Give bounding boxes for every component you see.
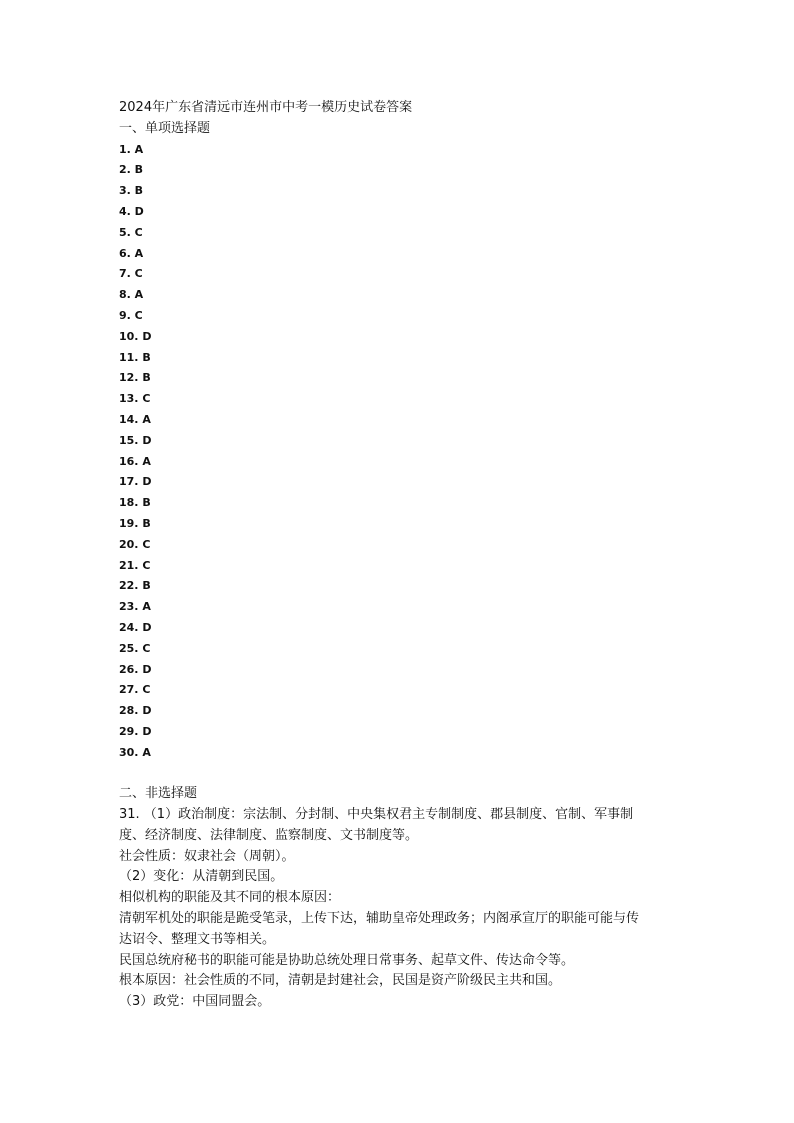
answer-item: 1. A <box>119 142 144 156</box>
answer-item: 20. C <box>119 537 151 551</box>
answer-item: 6. A <box>119 246 144 260</box>
answer-item: 22. B <box>119 579 151 593</box>
answer-item: 3. B <box>119 184 144 198</box>
section-heading-nonchoice: 二、非选择题 <box>119 786 198 802</box>
answer-item: 23. A <box>119 600 151 614</box>
document-page <box>119 98 679 1013</box>
answer-item: 15. D <box>119 433 152 447</box>
answer-item: 26. D <box>119 662 152 676</box>
q31-line: 达诏令、整理文书等相关。 <box>119 931 276 947</box>
answer-list <box>119 140 679 764</box>
q31-line: （3）政党：中国同盟会。 <box>119 994 271 1010</box>
answer-item: 9. C <box>119 308 143 322</box>
answer-item: 28. D <box>119 704 152 718</box>
q31-line: 社会性质：奴隶社会（周朝）。 <box>119 848 295 864</box>
document-title: 2024年广东省清远市连州市中考一模历史试卷答案 <box>119 100 413 115</box>
answer-item: 11. B <box>119 350 151 364</box>
q31-line: 根本原因：社会性质的不同，清朝是封建社会，民国是资产阶级民主共和国。 <box>119 973 562 989</box>
answer-item: 10. D <box>119 329 152 343</box>
answer-item: 8. A <box>119 288 144 302</box>
spacer <box>119 764 679 785</box>
answer-item: 5. C <box>119 225 143 239</box>
answer-item: 14. A <box>119 412 151 426</box>
q31-line: 相似机构的职能及其不同的根本原因： <box>119 890 341 906</box>
answer-item: 2. B <box>119 163 144 177</box>
answer-item: 25. C <box>119 641 151 655</box>
answer-item: 12. B <box>119 371 151 385</box>
answer-item: 21. C <box>119 558 151 572</box>
answer-item: 24. D <box>119 620 152 634</box>
answer-item: 17. D <box>119 475 152 489</box>
q31-line: 度、经济制度、法律制度、监察制度、文书制度等。 <box>119 827 419 843</box>
answer-item: 13. C <box>119 392 151 406</box>
answer-item: 30. A <box>119 745 151 759</box>
answer-item: 18. B <box>119 496 151 510</box>
answer-item: 19. B <box>119 516 151 530</box>
answer-item: 7. C <box>119 267 143 281</box>
answer-item: 27. C <box>119 683 151 697</box>
q31-line: 民国总统府秘书的职能可能是协助总统处理日常事务、起草文件、传达命令等。 <box>119 952 575 968</box>
q31-line: 清朝军机处的职能是跪受笔录，上传下达，辅助皇帝处理政务；内阁承宣厅的职能可能与传 <box>119 911 640 927</box>
q31-line: （2）变化：从清朝到民国。 <box>119 869 284 885</box>
answer-item: 29. D <box>119 724 152 738</box>
answer-item: 16. A <box>119 454 151 468</box>
q31-line: 31. （1）政治制度：宗法制、分封制、中央集权君主专制制度、郡县制度、官制、军事制 <box>119 807 634 823</box>
section-heading-choice: 一、单项选择题 <box>119 120 211 136</box>
answer-item: 4. D <box>119 204 144 218</box>
